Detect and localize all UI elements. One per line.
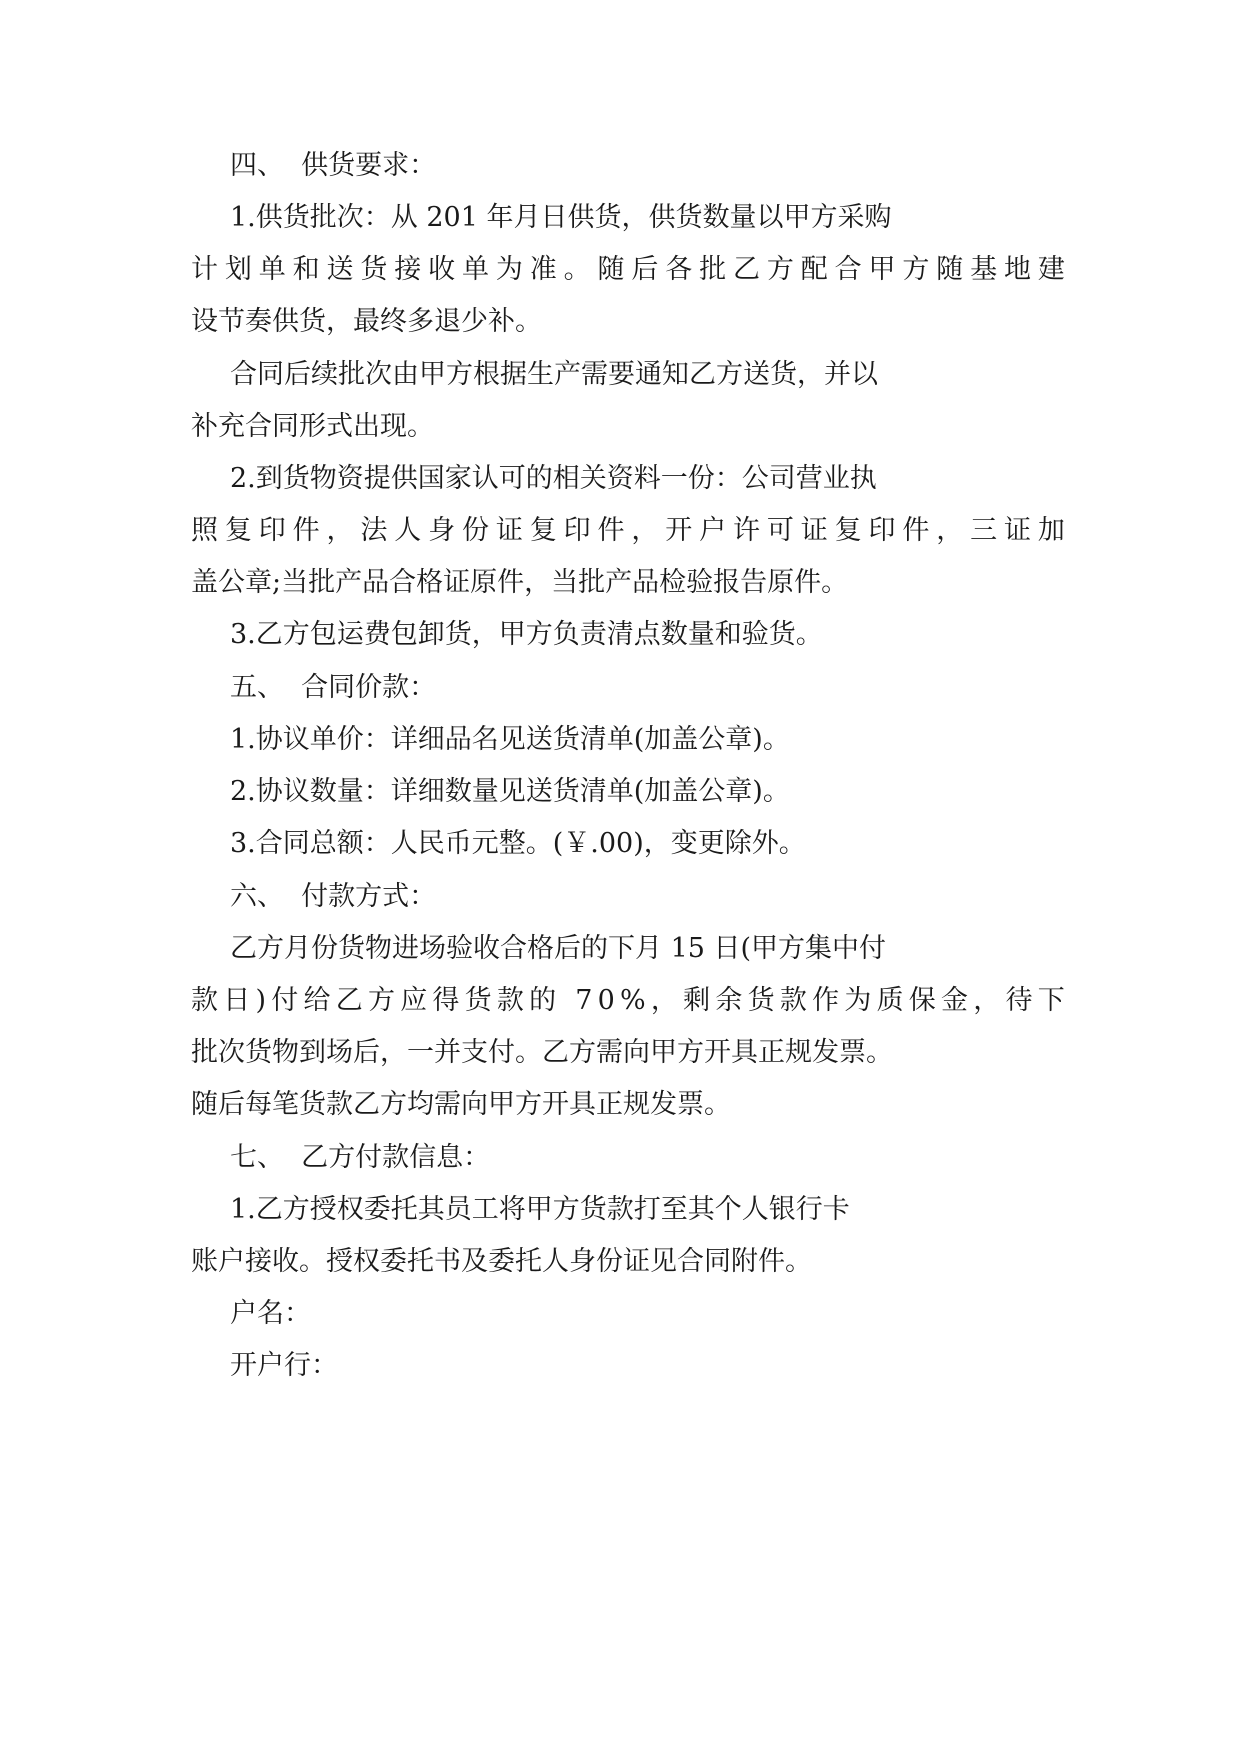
- section-6-body-line-4: 随后每笔货款乙方均需向甲方开具正规发票。: [191, 1089, 731, 1120]
- section-4-note-line-2: 补充合同形式出现。: [191, 411, 434, 442]
- section-6-heading: 六、 付款方式：: [230, 881, 437, 912]
- section-7-heading: 七、 乙方付款信息：: [230, 1142, 491, 1173]
- account-name-label: 户名：: [230, 1298, 311, 1329]
- section-5-item-2: 2.协议数量：详细数量见送货清单(加盖公章)。: [230, 776, 790, 807]
- section-4-note-line-1: 合同后续批次由甲方根据生产需要通知乙方送货，并以: [230, 359, 878, 390]
- section-5-item-3: 3.合同总额：人民币元整。(￥.00)，变更除外。: [230, 828, 806, 859]
- section-6-body-line-3: 批次货物到场后，一并支付。乙方需向甲方开具正规发票。: [191, 1037, 893, 1068]
- section-4-item-3: 3.乙方包运费包卸货，甲方负责清点数量和验货。: [230, 619, 823, 650]
- section-6-body-line-1: 乙方月份货物进场验收合格后的下月 15 日(甲方集中付: [230, 933, 887, 964]
- section-4-item-1-line-1: 1.供货批次：从 201 年月日供货，供货数量以甲方采购: [230, 202, 892, 233]
- section-4-item-2-line-3: 盖公章;当批产品合格证原件，当批产品检验报告原件。: [191, 567, 849, 598]
- section-4-item-1-line-2: 计 划 单 和 送 货 接 收 单 为 准 。 随 后 各 批 乙 方 配 合 甲 方 随 基 地 建: [191, 254, 1065, 285]
- section-4-item-2-line-1: 2.到货物资提供国家认可的相关资料一份：公司营业执: [230, 463, 877, 494]
- section-4-item-2-line-2: 照 复 印 件 ， 法 人 身 份 证 复 印 件 ， 开 户 许 可 证 复 印 件 ， 三 证 加: [191, 515, 1065, 546]
- section-5-heading: 五、 合同价款：: [230, 672, 437, 703]
- section-7-item-1-line-1: 1.乙方授权委托其员工将甲方货款打至其个人银行卡: [230, 1194, 850, 1225]
- section-4-item-1-line-3: 设节奏供货，最终多退少补。: [191, 306, 542, 337]
- bank-label: 开户行：: [230, 1350, 338, 1381]
- section-7-item-1-line-2: 账户接收。授权委托书及委托人身份证见合同附件。: [191, 1246, 812, 1277]
- section-4-heading: 四、 供货要求：: [230, 150, 437, 181]
- section-6-body-line-2: 款 日 ) 付 给 乙 方 应 得 货 款 的 7 0 % ， 剩 余 货 款 作 为 质 保 金 ， 待 下: [191, 985, 1065, 1016]
- section-5-item-1: 1.协议单价：详细品名见送货清单(加盖公章)。: [230, 724, 790, 755]
